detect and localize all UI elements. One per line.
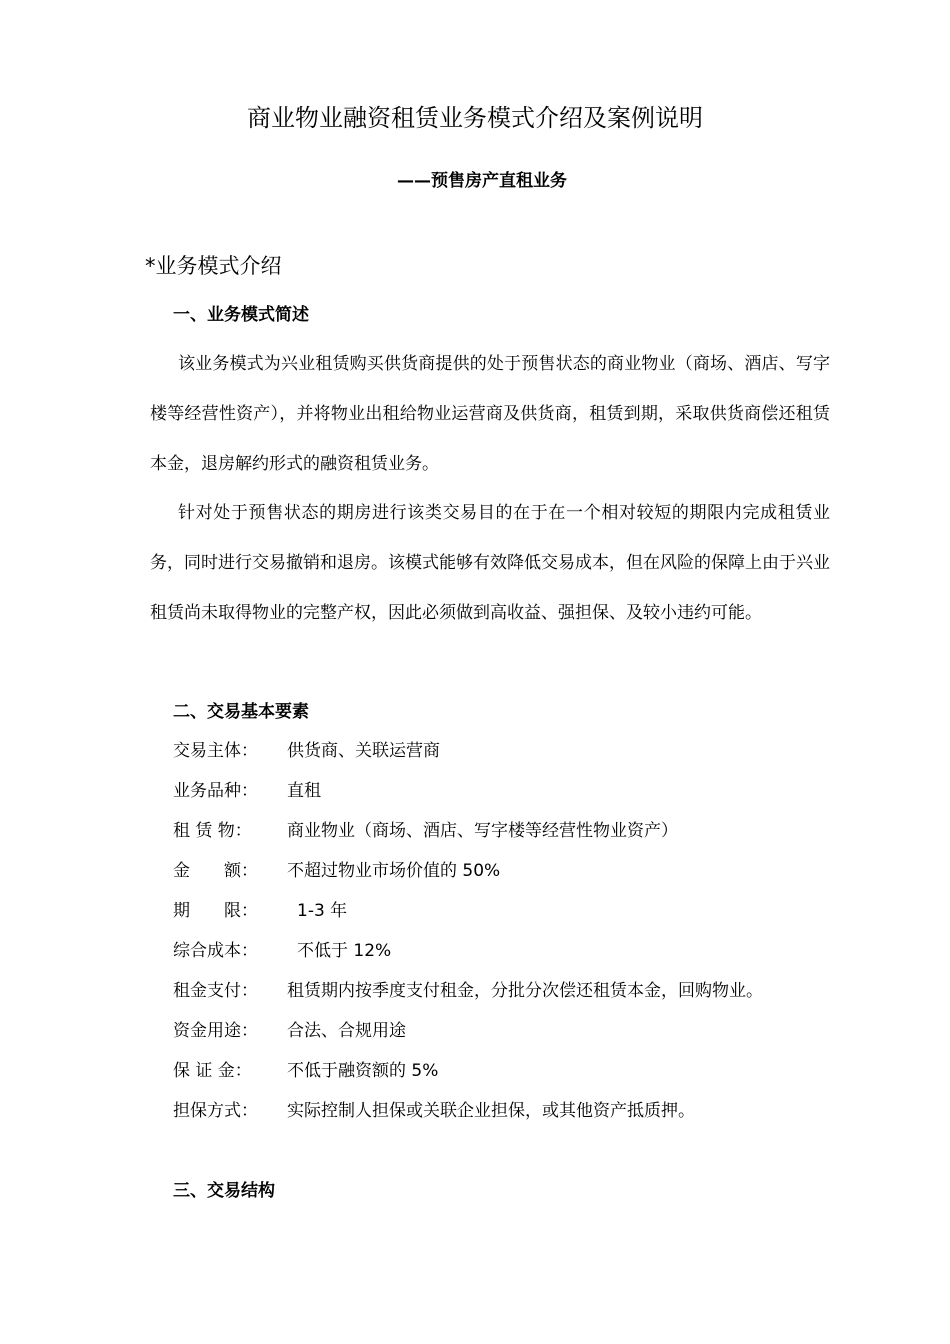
element-value: 直租 xyxy=(287,781,321,801)
element-label: 期 限： xyxy=(173,901,258,921)
element-label: 业务品种： xyxy=(173,781,258,801)
element-value: 1-3 年 xyxy=(297,901,348,921)
heading-transaction-structure: 三、交易结构 xyxy=(173,1181,275,1201)
paragraph: 针对处于预售状态的期房进行该类交易目的在于在一个相对较短的期限内完成租赁业务，同时进行交易撤销和退房。该模式能够有效降低交易成本，但在风险的保障上由于兴业租赁尚未取得物业的完整产权，因此必须做到高收益、强担保、及较小违约可能。 xyxy=(150,503,830,623)
section-heading: *业务模式介绍 xyxy=(145,254,282,278)
element-label: 保 证 金： xyxy=(173,1061,252,1081)
document-subtitle: ——预售房产直租业务 xyxy=(397,171,567,191)
element-value: 不超过物业市场价值的 50% xyxy=(287,861,501,881)
element-value: 不低于融资额的 5% xyxy=(287,1061,439,1081)
heading-overview: 一、业务模式简述 xyxy=(173,305,309,325)
element-label: 租金支付： xyxy=(173,981,258,1001)
heading-basic-elements: 二、交易基本要素 xyxy=(173,702,309,722)
element-value: 商业物业（商场、酒店、写字楼等经营性物业资产） xyxy=(287,821,678,841)
element-label: 交易主体： xyxy=(173,741,258,761)
element-value: 合法、合规用途 xyxy=(287,1021,406,1041)
document-title: 商业物业融资租赁业务模式介绍及案例说明 xyxy=(247,104,703,132)
element-label: 租 赁 物： xyxy=(173,821,252,841)
element-label: 金 额： xyxy=(173,861,258,881)
element-label: 资金用途： xyxy=(173,1021,258,1041)
element-value: 不低于 12% xyxy=(297,941,392,961)
element-value: 供货商、关联运营商 xyxy=(287,741,440,761)
paragraph: 该业务模式为兴业租赁购买供货商提供的处于预售状态的商业物业（商场、酒店、写字楼等经营性资产），并将物业出租给物业运营商及供货商，租赁到期，采取供货商偿还租赁本金，退房解约形式的融资租赁业务。 xyxy=(150,354,830,474)
element-label: 担保方式： xyxy=(173,1101,258,1121)
element-label: 综合成本： xyxy=(173,941,258,961)
element-value: 实际控制人担保或关联企业担保，或其他资产抵质押。 xyxy=(287,1101,695,1121)
element-value: 租赁期内按季度支付租金，分批分次偿还租赁本金，回购物业。 xyxy=(287,981,763,1001)
